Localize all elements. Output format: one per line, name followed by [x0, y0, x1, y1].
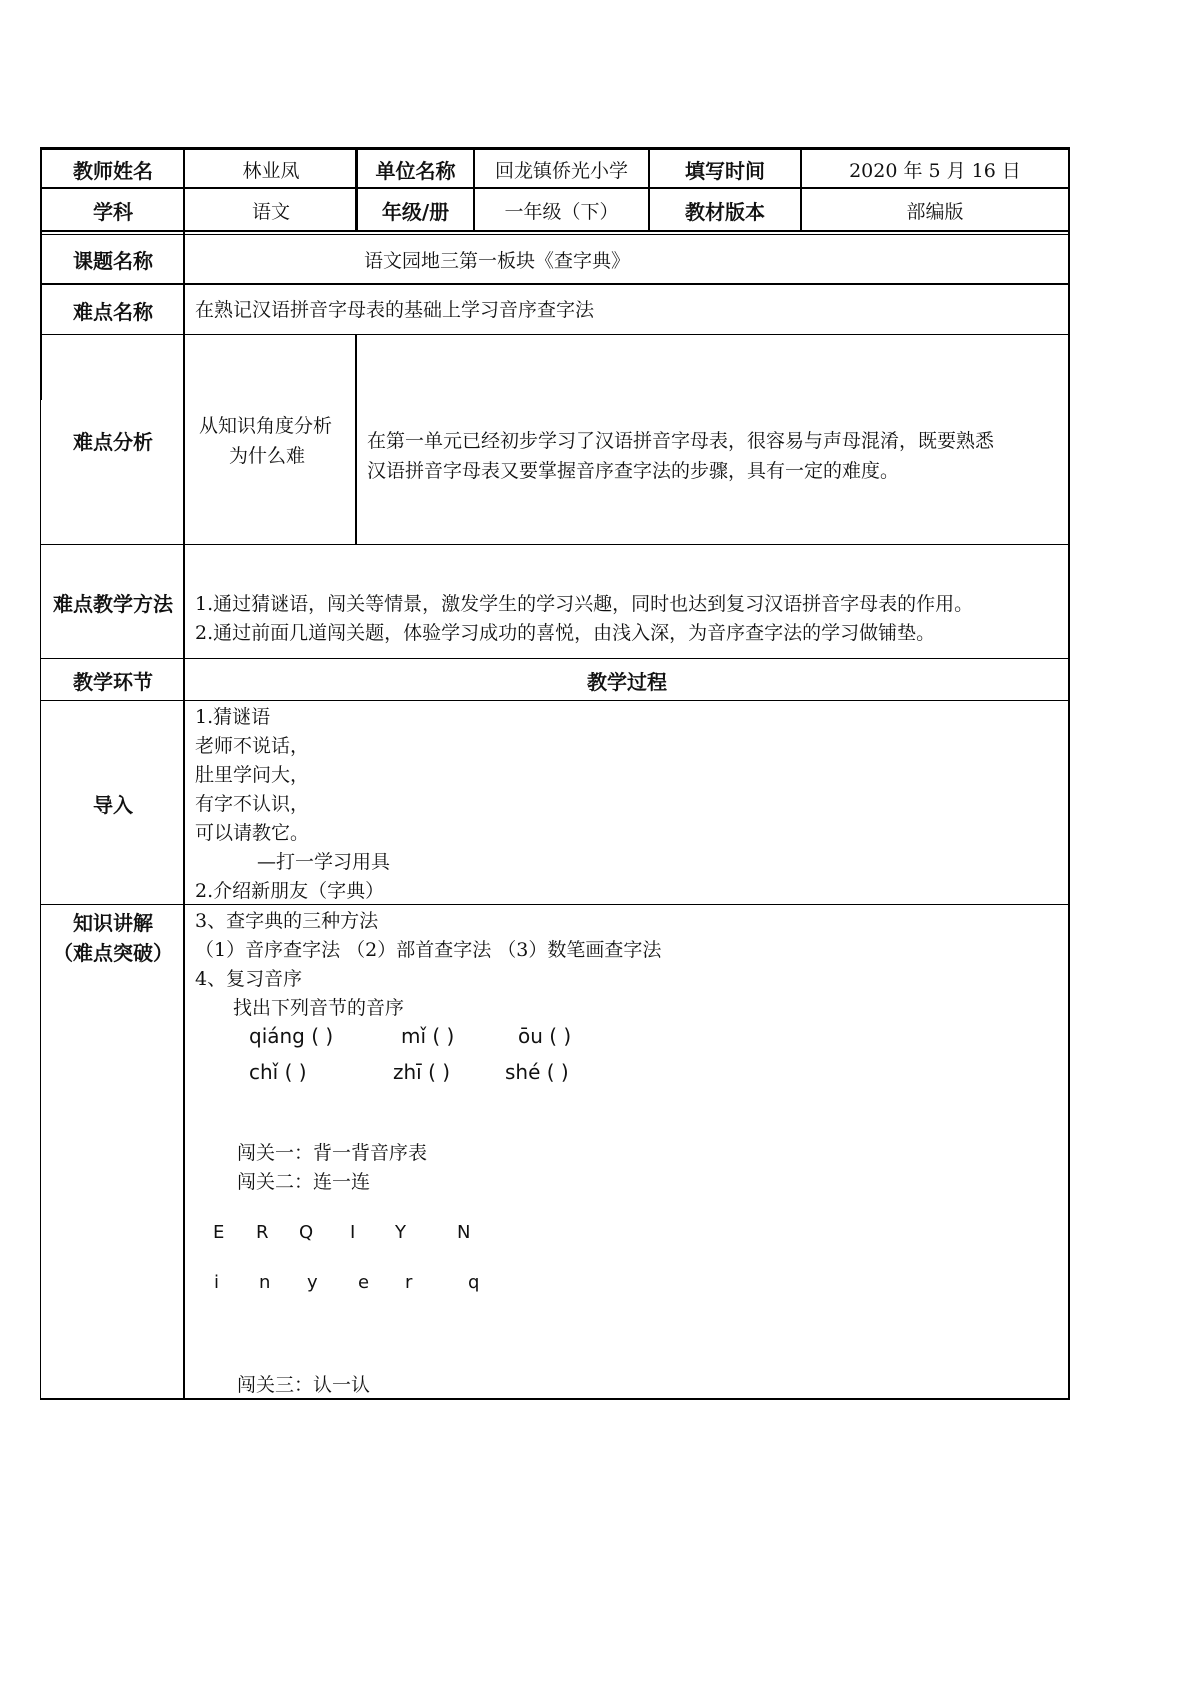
pinyin-ou: ōu ( ) — [518, 1024, 572, 1048]
table-rule — [40, 544, 1070, 545]
table-rule — [355, 335, 357, 545]
pinyin-zhi: zhī ( ) — [393, 1060, 451, 1084]
table-rule — [40, 700, 1070, 701]
intro-line-5: 可以请教它。 — [195, 822, 310, 844]
knowledge-line-1: 3、查字典的三种方法 — [195, 910, 379, 932]
knowledge-label-line-2: （难点突破） — [53, 941, 173, 965]
table-border — [40, 400, 41, 1400]
intro-line-7: 2.介绍新朋友（字典） — [195, 880, 385, 902]
table-rule — [648, 147, 650, 231]
method-line-2: 2.通过前面几道闯关题，体验学习成功的喜悦，由浅入深，为音序查字法的学习做铺垫。 — [195, 622, 936, 644]
intro-line-4: 有字不认识， — [195, 793, 310, 815]
analysis-label: 难点分析 — [73, 429, 153, 454]
table-rule — [183, 147, 185, 1400]
level-three: 闯关三：认一认 — [237, 1374, 371, 1396]
method-label: 难点教学方法 — [53, 591, 173, 616]
knowledge-label — [42, 908, 184, 968]
table-rule — [473, 147, 475, 231]
edition-value: 部编版 — [906, 200, 964, 223]
table-rule — [40, 658, 1070, 659]
difficulty-value: 在熟记汉语拼音字母表的基础上学习音序查字法 — [195, 299, 595, 321]
table-rule — [40, 187, 1070, 189]
upper-letter: N — [457, 1222, 471, 1243]
table-rule — [40, 283, 1070, 285]
process-right-header: 教学过程 — [587, 669, 667, 694]
grade-label: 年级/册 — [381, 199, 450, 224]
method-line-1: 1.通过猜谜语，闯关等情景，激发学生的学习兴趣，同时也达到复习汉语拼音字母表的作用。 — [195, 593, 974, 615]
fill-time-value: 2020 年 5 月 16 日 — [849, 159, 1021, 182]
table-border — [40, 147, 1070, 150]
analysis-sub-label-1: 从知识角度分析 — [199, 415, 333, 437]
table-rule — [40, 1398, 1070, 1400]
knowledge-line-3: 4、复习音序 — [195, 968, 303, 990]
pinyin-qiang: qiáng ( ) — [249, 1024, 334, 1048]
knowledge-line-2: （1）音序查字法 （2）部首查字法 （3）数笔画查字法 — [195, 939, 662, 961]
analysis-text-2: 汉语拼音字母表又要掌握音序查字法的步骤，具有一定的难度。 — [367, 460, 900, 482]
table-border — [1068, 147, 1070, 1400]
topic-label: 课题名称 — [73, 248, 153, 273]
intro-label: 导入 — [93, 792, 133, 817]
fill-time-label: 填写时间 — [685, 158, 765, 183]
intro-line-3: 肚里学问大， — [195, 764, 310, 786]
intro-line-6: —打一学习用具 — [257, 851, 391, 873]
lower-letter: r — [405, 1272, 413, 1293]
table-border — [40, 147, 42, 400]
edition-label: 教材版本 — [685, 199, 765, 224]
intro-line-1: 1.猜谜语 — [195, 706, 271, 728]
topic-value: 语文园地三第一板块《查字典》 — [363, 249, 630, 272]
analysis-text-1: 在第一单元已经初步学习了汉语拼音字母表，很容易与声母混淆，既要熟悉 — [367, 430, 995, 452]
knowledge-label-line-1: 知识讲解 — [73, 911, 153, 935]
upper-letter: R — [256, 1222, 269, 1243]
pinyin-chi: chǐ ( ) — [249, 1060, 307, 1084]
lower-letter: e — [358, 1272, 370, 1293]
unit-name-value: 回龙镇侨光小学 — [494, 159, 628, 182]
intro-line-2: 老师不说话， — [195, 735, 310, 757]
table-rule — [40, 230, 1070, 232]
subject-value: 语文 — [251, 200, 290, 223]
pinyin-mi: mǐ ( ) — [401, 1024, 455, 1048]
level-two: 闯关二：连一连 — [237, 1171, 371, 1193]
difficulty-label: 难点名称 — [73, 299, 153, 324]
unit-name-label: 单位名称 — [375, 158, 456, 183]
teacher-name-value: 林业凤 — [242, 159, 300, 182]
process-left-header: 教学环节 — [73, 669, 153, 694]
teacher-name-label: 教师姓名 — [73, 158, 153, 183]
table-rule — [40, 334, 1070, 335]
lower-letter: i — [214, 1272, 220, 1293]
subject-label: 学科 — [93, 199, 133, 224]
lower-letter: q — [468, 1272, 480, 1293]
table-rule — [40, 234, 1070, 235]
analysis-sub-label-2: 为什么难 — [229, 445, 306, 467]
knowledge-line-4: 找出下列音节的音序 — [233, 997, 405, 1019]
upper-letter: Q — [299, 1222, 314, 1243]
table-rule — [355, 147, 358, 231]
upper-letter: E — [213, 1222, 225, 1243]
table-rule — [800, 147, 802, 231]
level-one: 闯关一：背一背音序表 — [237, 1142, 428, 1164]
pinyin-she: shé ( ) — [505, 1060, 569, 1084]
grade-value: 一年级（下） — [504, 200, 619, 223]
lower-letter: n — [259, 1272, 271, 1293]
table-rule — [40, 904, 1070, 905]
lower-letter: y — [307, 1272, 318, 1293]
upper-letter: Y — [395, 1222, 406, 1243]
upper-letter: I — [350, 1222, 356, 1243]
